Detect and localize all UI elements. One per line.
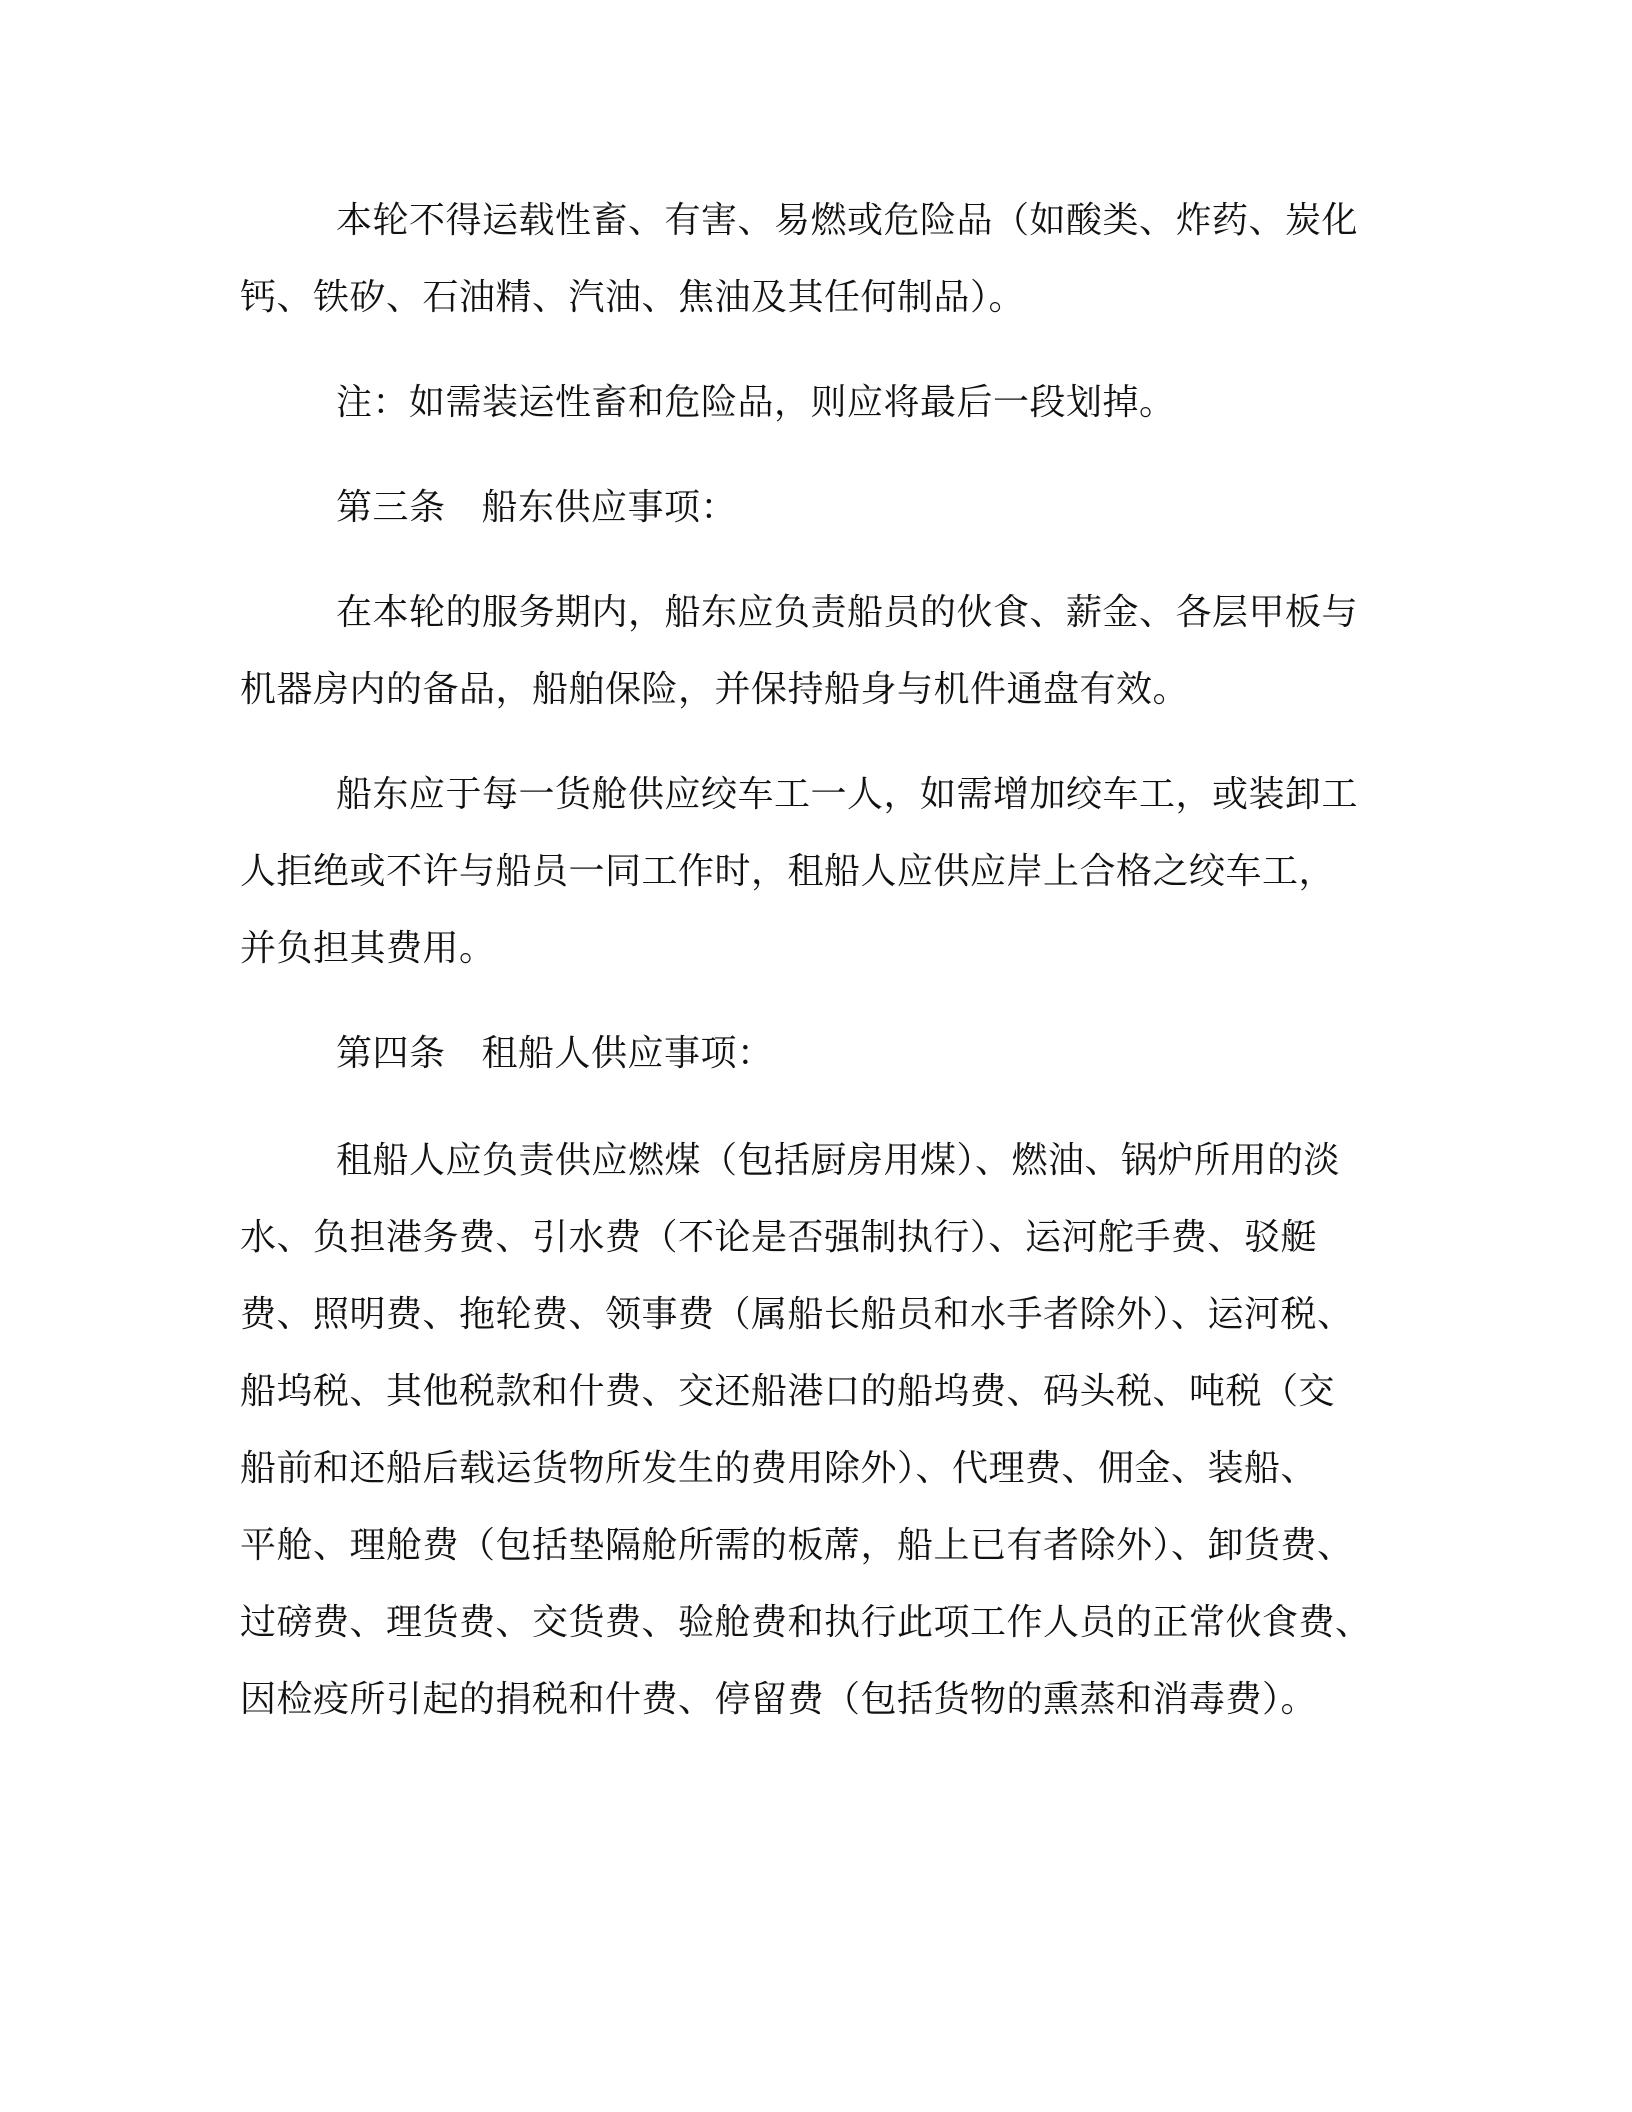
text-line: 机器房内的备品，船舶保险，并保持船身与机件通盘有效。 [240, 669, 1190, 710]
text-line: 平舱、理舱费（包括垫隔舱所需的板蓆，船上已有者除外）、卸货费、 [240, 1525, 1354, 1566]
article-title: 船东供应事项： [481, 487, 738, 528]
article-number: 第三条 [336, 487, 446, 528]
article-title: 租船人供应事项： [481, 1033, 774, 1074]
text-line: 船坞税、其他税款和什费、交还船港口的船坞费、码头税、吨税（交 [240, 1371, 1336, 1412]
document-body [240, 182, 1390, 1738]
text-line: 租船人应负责供应燃煤（包括厨房用煤）、燃油、锅炉所用的淡 [336, 1140, 1341, 1181]
text-line: 人拒绝或不许与船员一同工作时，租船人应供应岸上合格之绞车工， [240, 851, 1336, 892]
text-line: 船东应于每一货舱供应绞车工一人，如需增加绞车工，或装卸工 [336, 774, 1359, 815]
paragraph-note [240, 364, 1390, 441]
paragraph-owner-duties [240, 574, 1390, 728]
text-line: 本轮不得运载性畜、有害、易燃或危险品（如酸类、炸药、炭化 [336, 200, 1359, 241]
article-number: 第四条 [336, 1033, 446, 1074]
article-heading-4 [240, 1015, 1390, 1092]
text-line: 在本轮的服务期内，船东应负责船员的伙食、薪金、各层甲板与 [336, 592, 1359, 633]
text-line: 水、负担港务费、引水费（不论是否强制执行）、运河舵手费、驳艇 [240, 1217, 1318, 1258]
paragraph-cargo-restrictions [240, 182, 1390, 336]
text-line: 钙、铁矽、石油精、汽油、焦油及其任何制品）。 [240, 277, 1026, 318]
text-line: 费、照明费、拖轮费、领事费（属船长船员和水手者除外）、运河税、 [240, 1294, 1354, 1335]
paragraph-winchmen [240, 756, 1390, 987]
text-line: 注：如需装运性畜和危险品，则应将最后一段划掉。 [336, 382, 1176, 423]
text-line: 过磅费、理货费、交货费、验舱费和执行此项工作人员的正常伙食费、 [240, 1602, 1372, 1643]
text-line: 并负担其费用。 [240, 928, 496, 969]
article-heading-3 [240, 469, 1390, 546]
text-line: 因检疫所引起的捐税和什费、停留费（包括货物的熏蒸和消毒费）。 [240, 1679, 1318, 1720]
paragraph-charterer-duties [240, 1122, 1390, 1738]
text-line: 船前和还船后载运货物所发生的费用除外）、代理费、佣金、装船、 [240, 1448, 1318, 1489]
